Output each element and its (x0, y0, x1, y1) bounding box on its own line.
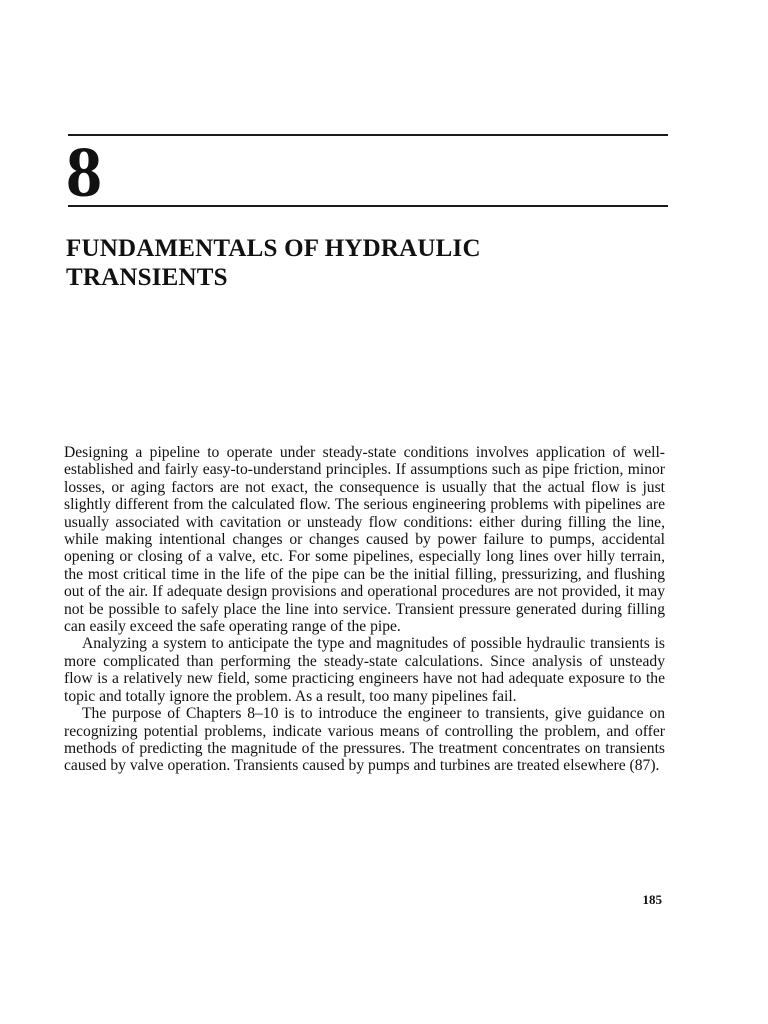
chapter-title (66, 234, 666, 292)
paragraph-3: The purpose of Chapters 8–10 is to introduce the engineer to transients, give guidance on recognizing potential problems, indicate various means of controlling the problem, and offer methods of predicting the magnitude of the pressures. The treatment concentrates on transients caused by valve operation. Transients caused by pumps and turbines are treated elsewhere (87). (64, 705, 665, 775)
chapter-top-rule (68, 134, 668, 136)
chapter-number: 8 (66, 132, 102, 212)
paragraph-2: Analyzing a system to anticipate the type and magnitudes of possible hydraulic transients is more complicated than performing the steady-state calculations. Since analysis of unsteady flow is a relatively new field, some practicing engineers have not had adequate exposure to the topic and totally ignore the problem. As a result, too many pipelines fail. (64, 635, 665, 705)
body-text (64, 444, 665, 775)
chapter-bottom-rule (68, 205, 668, 207)
chapter-title-line-2: TRANSIENTS (66, 264, 228, 291)
paragraph-1: Designing a pipeline to operate under steady-state conditions involves application of well-established and fairly easy-to-understand principles. If assumptions such as pipe friction, minor losses, or aging factors are not exact, the consequence is usually that the actual flow is just slightly different from the calculated flow. The serious engineering problems with pipelines are usually associated with cavitation or unsteady flow conditions: either during filling the line, while making intentional changes or changes caused by power failure to pumps, accidental opening or closing of a valve, etc. For some pipelines, especially long lines over hilly terrain, the most critical time in the life of the pipe can be the initial filling, pressurizing, and flushing out of the air. If adequate design provisions and operational procedures are not provided, it may not be possible to safely place the line into service. Transient pressure generated during filling can easily exceed the safe operating range of the pipe. (64, 444, 665, 636)
chapter-title-line-1: FUNDAMENTALS OF HYDRAULIC (66, 235, 481, 262)
page-number: 185 (642, 892, 662, 907)
